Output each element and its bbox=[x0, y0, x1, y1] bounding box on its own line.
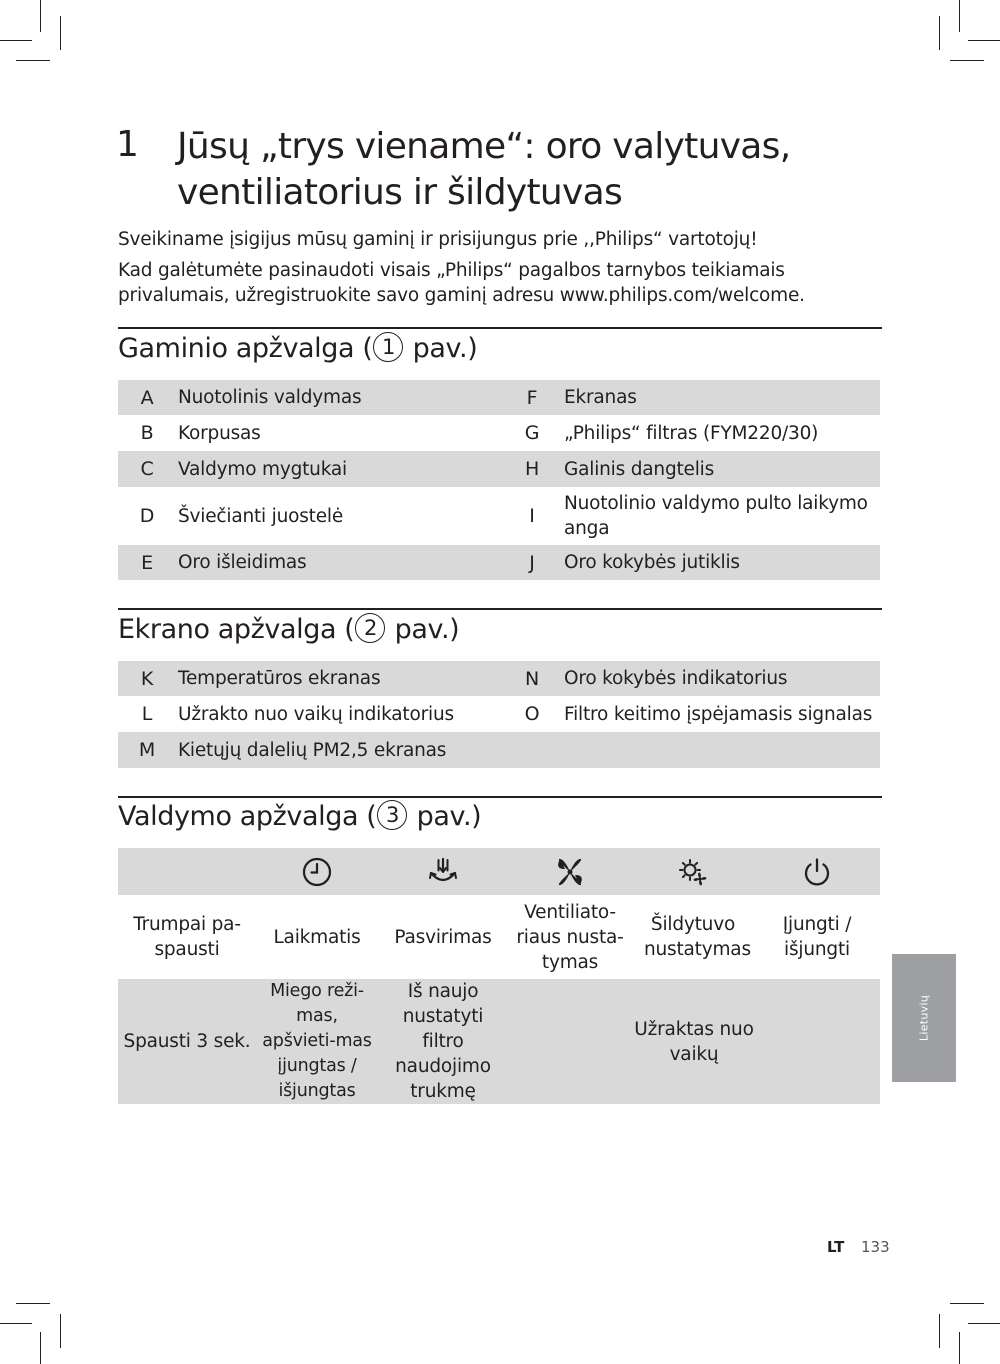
table-row bbox=[118, 451, 880, 487]
part-key: C bbox=[118, 451, 176, 487]
figure-number-badge: 3 bbox=[377, 800, 407, 830]
power-icon bbox=[754, 848, 880, 895]
long-press-label: Spausti 3 sek. bbox=[118, 979, 256, 1104]
title-prefix: Ekrano apžvalga ( bbox=[118, 614, 355, 645]
swing-short-action: Pasvirimas bbox=[394, 926, 492, 948]
part-key: L bbox=[141, 703, 153, 725]
section-rule bbox=[118, 608, 882, 610]
section-rule bbox=[118, 327, 882, 329]
crop-mark bbox=[959, 1332, 960, 1364]
crop-mark bbox=[950, 1303, 984, 1304]
part-name: Galinis dangtelis bbox=[562, 451, 880, 487]
short-press-row bbox=[118, 895, 880, 979]
crop-mark bbox=[60, 16, 61, 50]
product-overview-title bbox=[118, 332, 477, 364]
crop-mark bbox=[60, 1314, 61, 1348]
part-key: O bbox=[524, 703, 540, 725]
chapter-number: 1 bbox=[116, 124, 139, 165]
crop-mark bbox=[968, 1323, 1000, 1324]
part-key: D bbox=[139, 505, 155, 527]
icon-row bbox=[118, 848, 880, 895]
part-name: Oro kokybės jutiklis bbox=[562, 545, 880, 580]
part-key: M bbox=[118, 732, 176, 768]
table-row bbox=[118, 661, 880, 696]
part-key: E bbox=[118, 545, 176, 580]
timer-short-action: Laikmatis bbox=[273, 926, 361, 948]
crop-mark bbox=[959, 0, 960, 32]
part-name: Korpusas bbox=[178, 422, 261, 444]
heater-icon bbox=[632, 848, 754, 895]
long-press-row bbox=[118, 979, 880, 1104]
chapter-title bbox=[177, 124, 897, 216]
display-overview-title bbox=[118, 613, 459, 645]
part-name: „Philips“ filtras (FYM220/30) bbox=[564, 422, 819, 444]
product-overview-table bbox=[118, 380, 880, 580]
part-name: Valdymo mygtukai bbox=[176, 451, 502, 487]
crop-mark bbox=[16, 1303, 50, 1304]
title-prefix: Gaminio apžvalga ( bbox=[118, 333, 373, 364]
part-name: Oro kokybės indikatorius bbox=[562, 661, 880, 696]
display-overview-table bbox=[118, 661, 880, 768]
table-row bbox=[118, 545, 880, 580]
part-name: Užrakto nuo vaikų indikatorius bbox=[178, 703, 454, 725]
part-name: Šviečianti juostelė bbox=[178, 505, 344, 527]
table-row bbox=[118, 415, 880, 451]
part-key: G bbox=[524, 422, 540, 444]
part-name: Filtro keitimo įspėjamasis signalas bbox=[564, 703, 873, 725]
table-row bbox=[118, 732, 880, 768]
fan-icon bbox=[508, 848, 632, 895]
part-name: Kietųjų dalelių PM2,5 ekranas bbox=[176, 732, 502, 768]
chapter-title-line2: ventiliatorius ir šildytuvas bbox=[177, 172, 623, 213]
timer-long-action: Miego reži-mas, apšvieti-mas įjungtas / išjungtas bbox=[256, 979, 378, 1104]
part-key: A bbox=[118, 380, 176, 415]
intro-paragraph-1: Sveikiname įsigijus mūsų gaminį ir prisijungus prie ,,Philips“ vartotojų! bbox=[118, 229, 758, 250]
title-prefix: Valdymo apžvalga ( bbox=[118, 801, 377, 832]
part-name bbox=[562, 732, 880, 768]
section-rule bbox=[118, 796, 882, 798]
control-overview-title bbox=[118, 800, 481, 832]
title-suffix: pav.) bbox=[408, 801, 482, 832]
footer-language: LT bbox=[827, 1238, 845, 1256]
table-row bbox=[118, 487, 880, 545]
page-number: 133 bbox=[861, 1238, 890, 1256]
part-key: H bbox=[502, 451, 562, 487]
language-side-tab bbox=[892, 954, 956, 1082]
crop-mark bbox=[968, 40, 1000, 41]
fan-short-action: Ventiliato-riaus nusta-tymas bbox=[516, 901, 624, 973]
crop-mark bbox=[40, 0, 41, 32]
crop-mark bbox=[950, 60, 984, 61]
part-name: Nuotolinio valdymo pulto laikymo anga bbox=[564, 493, 868, 539]
crop-mark bbox=[0, 40, 32, 41]
intro-paragraph-2: Kad galėtumėte pasinaudoti visais „Philips“ pagalbos tarnybos teikiamais privalumais, užregistruokite savo gaminį adresu www.philips.com/welcome. bbox=[118, 260, 805, 306]
crop-mark bbox=[939, 16, 940, 50]
child-lock-action: Užraktas nuo vaikų bbox=[508, 979, 880, 1104]
part-key bbox=[502, 732, 562, 768]
short-press-label: Trumpai pa-spausti bbox=[133, 914, 241, 960]
part-key: I bbox=[529, 505, 535, 527]
part-name: Ekranas bbox=[562, 380, 880, 415]
part-key: K bbox=[118, 661, 176, 696]
part-key: F bbox=[502, 380, 562, 415]
table-row bbox=[118, 696, 880, 732]
figure-number-badge: 1 bbox=[373, 332, 403, 362]
swing-long-action: Iš naujo nustatyti filtro naudojimo trukmę bbox=[378, 979, 508, 1104]
figure-number-badge: 2 bbox=[355, 613, 385, 643]
crop-mark bbox=[0, 1323, 32, 1324]
crop-mark bbox=[16, 60, 50, 61]
table-row bbox=[118, 380, 880, 415]
part-name: Temperatūros ekranas bbox=[176, 661, 502, 696]
crop-mark bbox=[939, 1314, 940, 1348]
heater-short-action: Šildytuvo nustatymas bbox=[644, 914, 751, 960]
title-suffix: pav.) bbox=[386, 614, 460, 645]
timer-icon bbox=[256, 848, 378, 895]
part-key: N bbox=[502, 661, 562, 696]
empty-cell bbox=[118, 848, 256, 895]
control-overview-table bbox=[118, 848, 880, 1104]
part-name: Oro išleidimas bbox=[176, 545, 502, 580]
part-key: J bbox=[502, 545, 562, 580]
chapter-title-line1: Jūsų „trys viename“: oro valytuvas, bbox=[177, 126, 791, 167]
power-short-action: Įjungti / išjungti bbox=[782, 914, 852, 960]
title-suffix: pav.) bbox=[404, 333, 478, 364]
swing-icon bbox=[378, 848, 508, 895]
language-tab-label: Lietuvių bbox=[917, 994, 931, 1042]
part-name: Nuotolinis valdymas bbox=[176, 380, 502, 415]
crop-mark bbox=[40, 1332, 41, 1364]
part-key: B bbox=[140, 422, 154, 444]
